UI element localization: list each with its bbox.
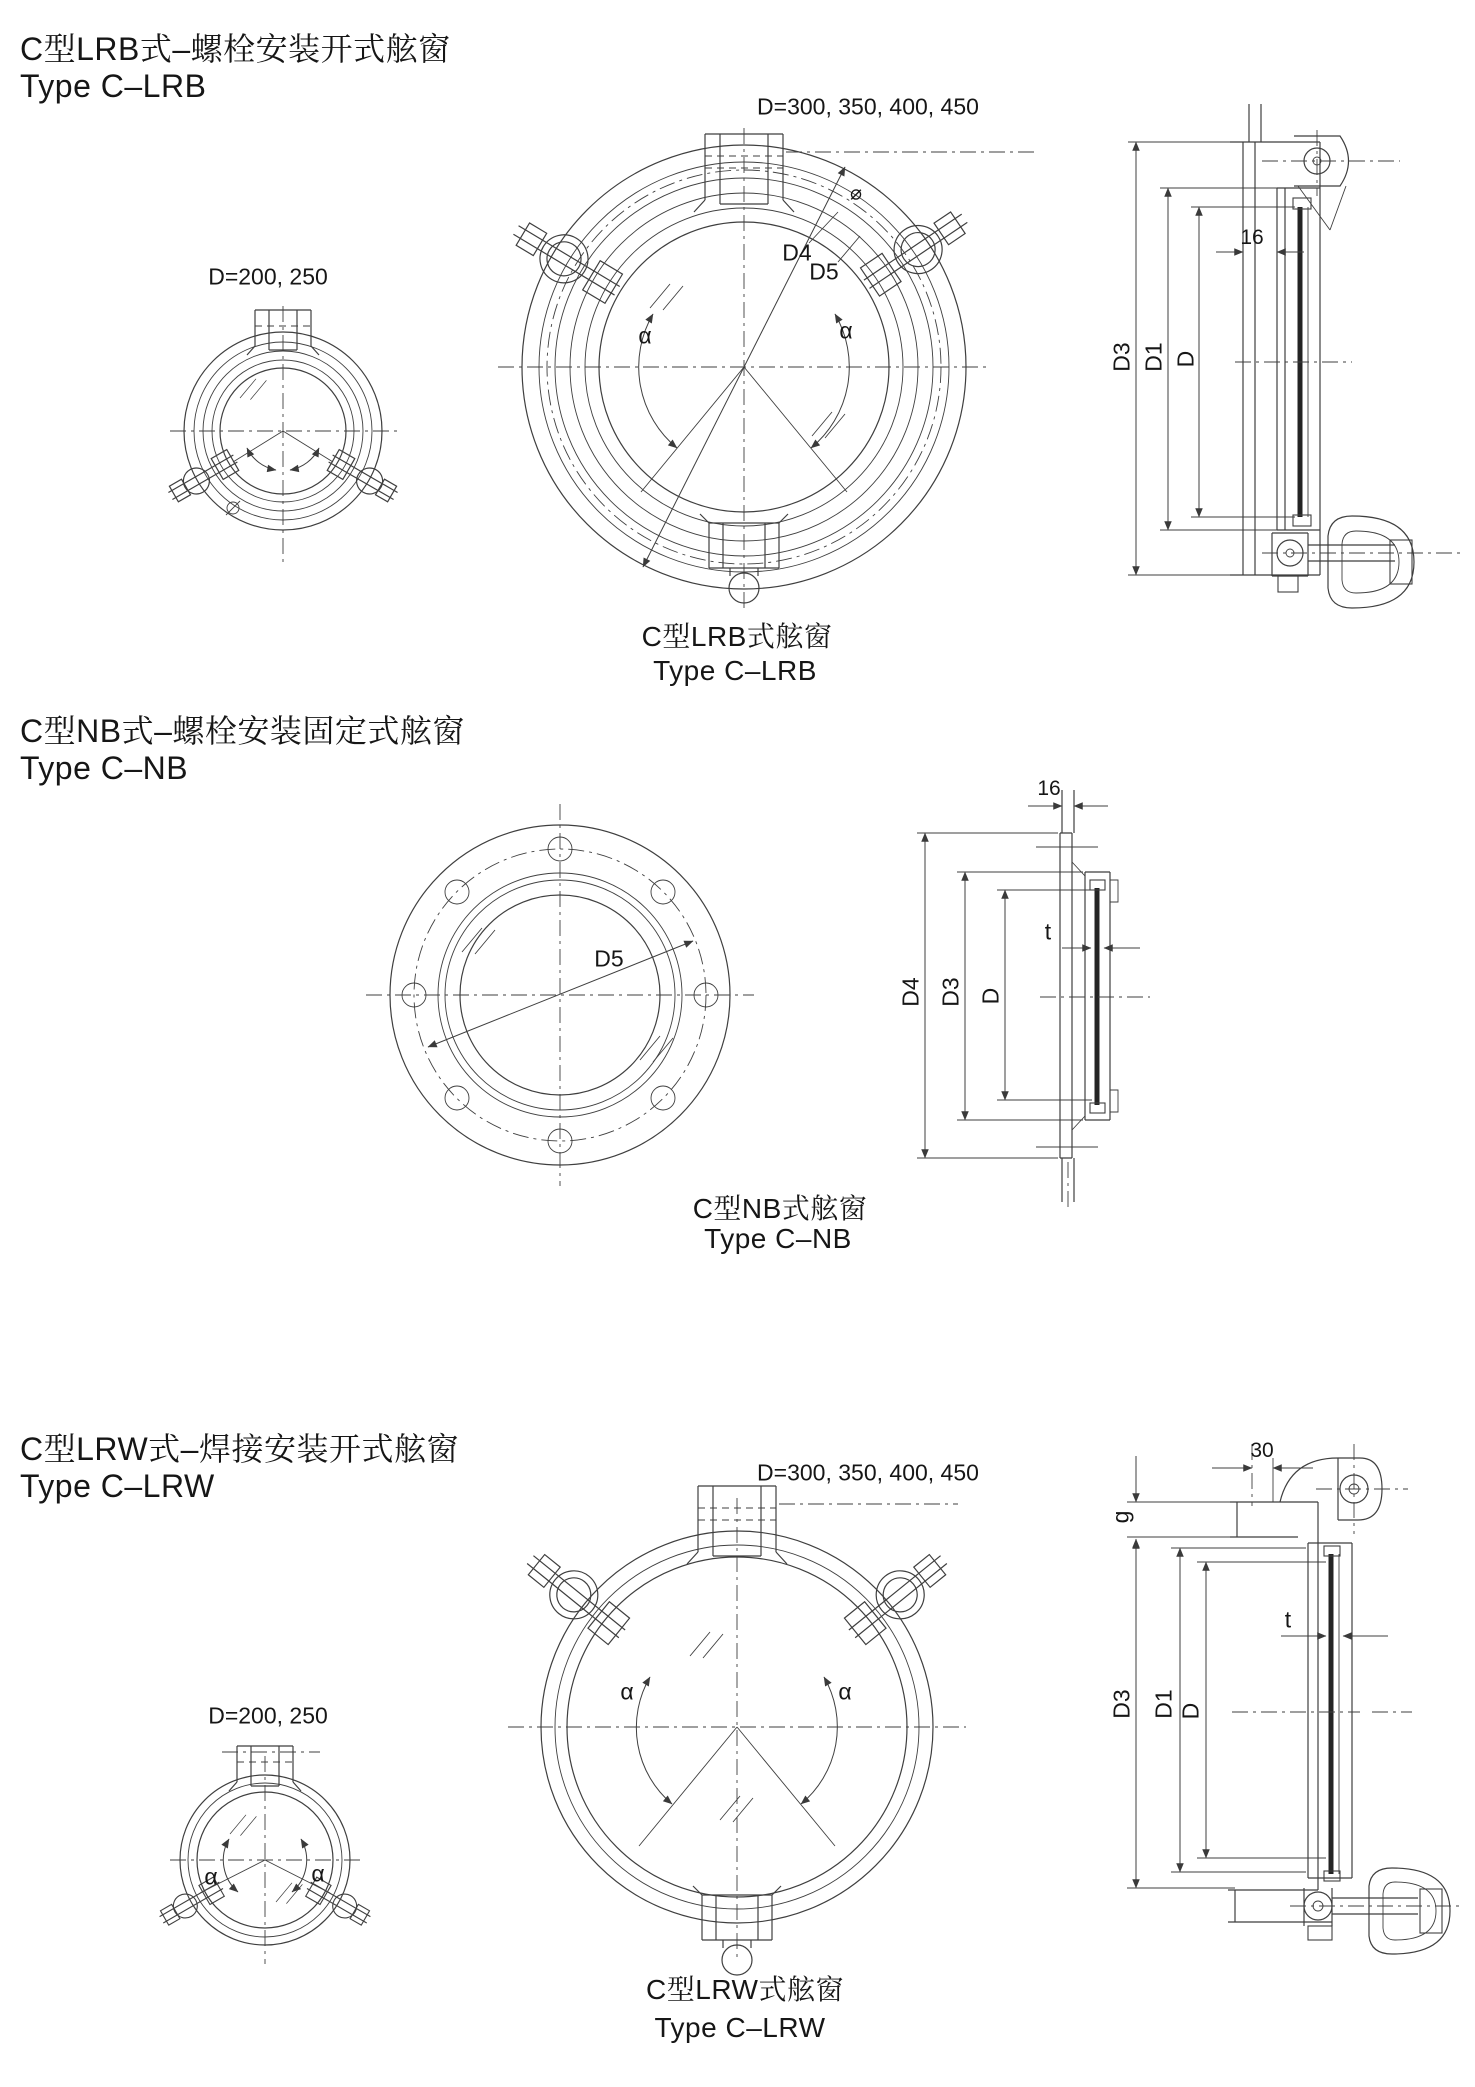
lrw-small-diameter-label: D=200, 250 [208, 1702, 328, 1729]
dim-label-d: D [977, 987, 1004, 1005]
dim-label-alpha: α [839, 317, 853, 344]
dim-label-d3: D3 [1108, 342, 1135, 372]
lrb-caption-en: Type C–LRB [653, 655, 817, 686]
diameter-symbol: ⌀ [849, 182, 863, 205]
dim-label-t: t [1284, 1606, 1292, 1633]
dim-label-alpha: α [838, 1678, 852, 1705]
nb-front-view [366, 804, 754, 1186]
nb-caption-cn: C型NB式舷窗 [692, 1193, 868, 1224]
lrw-large-diameter-label: D=300, 350, 400, 450 [757, 1459, 979, 1486]
swing-bolt-right [324, 447, 402, 507]
dim-label-d3: D3 [1108, 1689, 1135, 1719]
lrw-title-en: Type C–LRW [20, 1468, 215, 1504]
lrw-caption-en: Type C–LRW [654, 2012, 826, 2043]
dim-label-d4: D4 [782, 239, 812, 266]
dim-label-d5: D5 [809, 258, 839, 285]
nb-caption-en: Type C–NB [704, 1223, 852, 1254]
lrb-caption-cn: C型LRB式舷窗 [641, 621, 833, 652]
dim-label-t: t [1044, 918, 1052, 945]
swing-bolt-left [164, 447, 242, 507]
lrw-caption-cn: C型LRW式舷窗 [646, 1974, 844, 2005]
lrb-title-en: Type C–LRB [20, 68, 207, 104]
nb-title-cn: C型NB式–螺栓安装固定式舷窗 [20, 713, 465, 749]
dim-label-d: D [1172, 350, 1199, 368]
dim-label-alpha: α [204, 1863, 218, 1890]
bottom-clamp [693, 1886, 781, 1975]
nb-title-en: Type C–NB [20, 750, 189, 786]
lrb-large-diameter-label: D=300, 350, 400, 450 [757, 93, 979, 120]
top-hinge [687, 1486, 787, 1564]
dim-label-30: 30 [1250, 1439, 1274, 1462]
dim-label-16: 16 [1037, 777, 1061, 800]
dim-label-alpha: α [620, 1678, 634, 1705]
lrw-title-cn: C型LRW式–焊接安装开式舷窗 [20, 1431, 459, 1467]
swing-bolt-right [837, 1541, 959, 1653]
dim-label-g: g [1107, 1510, 1134, 1524]
lrw-front-large-view [508, 1486, 966, 1975]
dim-label-d1: D1 [1150, 1689, 1177, 1719]
dim-label-d3: D3 [937, 977, 964, 1007]
lrb-small-diameter-label: D=200, 250 [208, 263, 328, 290]
dim-label-d: D [1177, 1702, 1204, 1720]
swing-bolt-left [515, 1541, 637, 1653]
lrb-title-cn: C型LRB式–螺栓安装开式舷窗 [20, 31, 451, 67]
dim-label-alpha: α [311, 1860, 325, 1887]
lrb-front-small-view [164, 306, 402, 562]
dim-label-d4: D4 [897, 977, 924, 1007]
dim-label-d1: D1 [1140, 342, 1167, 372]
dim-label-alpha: α [638, 322, 652, 349]
dim-label-d5: D5 [594, 945, 624, 972]
lrw-front-small-view [155, 1746, 374, 1964]
lrb-front-large-view [498, 128, 1035, 612]
swing-bolt-left [504, 209, 630, 311]
dim-label-16: 16 [1240, 226, 1264, 249]
